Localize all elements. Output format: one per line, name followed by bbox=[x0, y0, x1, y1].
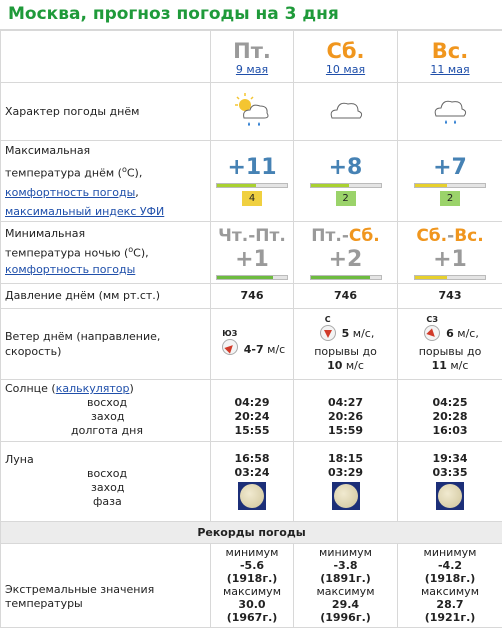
min-temp-value: +1 bbox=[211, 247, 293, 273]
forecast-table bbox=[0, 30, 502, 628]
max-temp-row: Максимальная температура днём ($^o$C), комфортность погоды, максимальный индекс УФИ +11 4 +8 2 +7 2 bbox=[1, 141, 502, 222]
max-temp-value: +7 bbox=[398, 155, 502, 181]
sunrise-time: 04:25 bbox=[398, 396, 502, 410]
min-temp-value: +2 bbox=[294, 247, 397, 273]
sun-calculator-link[interactable]: калькулятор bbox=[56, 382, 130, 395]
cloud-icon bbox=[326, 90, 366, 130]
day-length: 16:03 bbox=[398, 424, 502, 438]
record-min: -5.6 bbox=[211, 559, 293, 572]
sunset-time: 20:28 bbox=[398, 410, 502, 424]
record-max: 28.7 bbox=[398, 598, 502, 611]
wind-direction-icon: СЗ bbox=[421, 315, 443, 345]
day-name: Сб. bbox=[294, 39, 397, 63]
moonset-time: 03:35 bbox=[398, 466, 502, 480]
extreme-label: Экстремальные значения температуры bbox=[1, 543, 211, 627]
wind-label: Ветер днём (направление, скорость) bbox=[1, 308, 211, 379]
day-date-link[interactable]: 10 мая bbox=[326, 63, 365, 76]
pressure-value: 743 bbox=[398, 283, 502, 308]
pressure-label: Давление днём (мм рт.ст.) bbox=[1, 283, 211, 308]
pressure-value: 746 bbox=[211, 283, 294, 308]
min-temp-row: Минимальная температура ночью ($^o$C), комфортность погоды Чт.-Пт. +1 Пт.-Сб. +2 Сб.-Вс. +1 bbox=[1, 221, 502, 283]
uvi-badge: 2 bbox=[440, 191, 460, 206]
day-date-link[interactable]: 9 мая bbox=[236, 63, 268, 76]
sunrise-time: 04:27 bbox=[294, 396, 397, 410]
comfort-bar bbox=[310, 275, 382, 280]
wind-direction-icon: С bbox=[317, 315, 339, 345]
moonrise-time: 16:58 bbox=[211, 452, 293, 466]
comfort-bar bbox=[216, 275, 288, 280]
comfort-bar bbox=[310, 183, 382, 188]
day-length: 15:59 bbox=[294, 424, 397, 438]
records-header-row bbox=[1, 521, 502, 543]
sunset-time: 20:24 bbox=[211, 410, 293, 424]
partly-cloudy-rain-icon bbox=[232, 90, 272, 130]
day-column-0 bbox=[211, 31, 294, 83]
day-name: Вс. bbox=[398, 39, 502, 63]
wind-row: Ветер днём (направление, скорость) ЮЗ 4-7 м/с С 5 м/с, порывы до 10 м/с СЗ 6 м/с, порывы до 11 м/с bbox=[1, 308, 502, 379]
record-min: -4.2 bbox=[398, 559, 502, 572]
comfort-bar bbox=[414, 275, 486, 280]
uvi-link[interactable]: максимальный индекс УФИ bbox=[5, 205, 164, 218]
max-temp-value: +11 bbox=[211, 155, 293, 181]
day-header-row bbox=[1, 31, 502, 83]
sunset-time: 20:26 bbox=[294, 410, 397, 424]
weather-row bbox=[1, 83, 502, 141]
record-max: 29.4 bbox=[294, 598, 397, 611]
moonset-time: 03:24 bbox=[211, 466, 293, 480]
day-column-1 bbox=[294, 31, 398, 83]
wind-speed: 5 bbox=[342, 327, 350, 340]
night-period: Чт.-Пт. bbox=[211, 225, 293, 247]
min-temp-value: +1 bbox=[398, 247, 502, 273]
sunrise-time: 04:29 bbox=[211, 396, 293, 410]
uvi-badge: 2 bbox=[336, 191, 356, 206]
day-name: Пт. bbox=[211, 39, 293, 63]
moon-phase-icon bbox=[238, 482, 266, 510]
uvi-badge: 4 bbox=[242, 191, 262, 206]
day-length: 15:55 bbox=[211, 424, 293, 438]
night-period: Пт.-Сб. bbox=[294, 225, 397, 247]
pressure-row bbox=[1, 283, 502, 308]
moonrise-time: 18:15 bbox=[294, 452, 397, 466]
wind-speed: 4-7 bbox=[244, 343, 264, 356]
moonrise-time: 19:34 bbox=[398, 452, 502, 466]
comfort-bar bbox=[414, 183, 486, 188]
weather-label: Характер погоды днём bbox=[1, 83, 211, 141]
records-row: Экстремальные значения температуры минимум -5.6 (1918г.) максимум 30.0 (1967г.) минимум -3.8 (1891г.) максимум 29.4 (1996г.) минимум -4.2 (1918г.) максимум 28.7 (1921г.) bbox=[1, 543, 502, 627]
moon-phase-icon bbox=[436, 482, 464, 510]
night-period: Сб.-Вс. bbox=[398, 225, 502, 247]
records-title: Рекорды погоды bbox=[1, 521, 502, 543]
wind-gusts: 10 bbox=[327, 359, 342, 372]
wind-gusts: 11 bbox=[432, 359, 447, 372]
comfort-link[interactable]: комфортность погоды bbox=[5, 186, 135, 199]
day-column-2 bbox=[398, 31, 502, 83]
wind-speed: 6 bbox=[446, 327, 454, 340]
cloud-rain-icon bbox=[430, 90, 470, 130]
record-min: -3.8 bbox=[294, 559, 397, 572]
moon-phase-icon bbox=[332, 482, 360, 510]
moonset-time: 03:29 bbox=[294, 466, 397, 480]
wind-direction-icon: ЮЗ bbox=[219, 329, 241, 359]
day-date-link[interactable]: 11 мая bbox=[430, 63, 469, 76]
comfort-link[interactable]: комфортность погоды bbox=[5, 263, 135, 276]
moon-row: Луна восход заход фаза 16:58 03:24 18:15 03:29 19:34 03:35 bbox=[1, 441, 502, 521]
page-title: Москва, прогноз погоды на 3 дня bbox=[0, 0, 502, 30]
record-max: 30.0 bbox=[211, 598, 293, 611]
sun-row: Солнце (калькулятор) восход заход долгота дня 04:29 20:24 15:55 04:27 20:26 15:59 04:25 20:28 16:03 bbox=[1, 379, 502, 441]
pressure-value: 746 bbox=[294, 283, 398, 308]
max-temp-value: +8 bbox=[294, 155, 397, 181]
comfort-bar bbox=[216, 183, 288, 188]
